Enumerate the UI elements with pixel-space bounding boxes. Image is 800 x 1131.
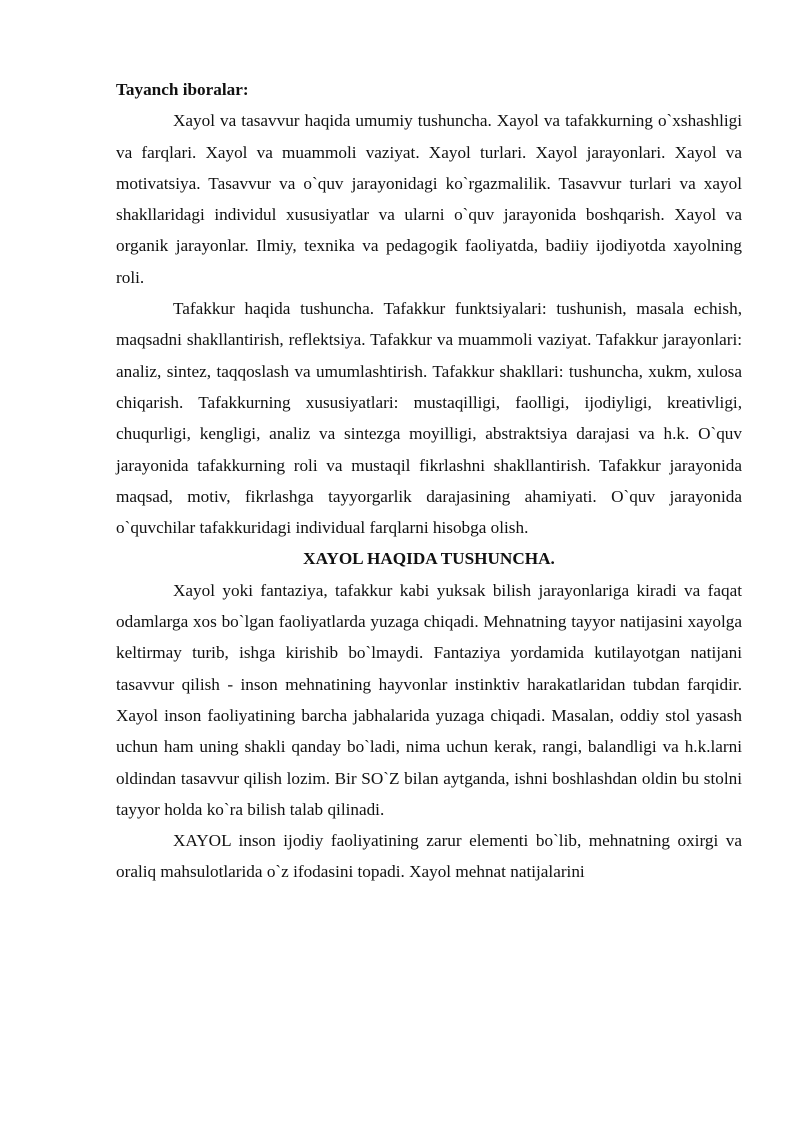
document-page [116, 74, 742, 888]
keywords-heading: Tayanch iboralar: [116, 80, 249, 99]
keywords-paragraph-imagination: Xayol va tasavvur haqida umumiy tushuncha. Xayol va tafakkurning o`xshashligi va farqlari. Xayol va muammoli vaziyat. Xayol turlari. Xayol jarayonlari. Xayol va motivatsiya. Tasavvur va o`quv jarayonidagi ko`rgazmalilik. Tasavvur turlari va xayol shakllaridagi individul xususiyatlar va ularni o`quv jarayonida boshqarish. Xayol va organik jarayonlar. Ilmiy, texnika va pedagogik faoliyatda, badiiy ijodiyotda xayolning roli. [116, 111, 742, 287]
section-paragraph: XAYOL inson ijodiy faoliyatining zarur elementi bo`lib, mehnatning oxirgi va oraliq mahsulotlarida o`z ifodasini topadi. Xayol mehnat natijalarini [116, 831, 742, 882]
section-paragraph: Xayol yoki fantaziya, tafakkur kabi yuksak bilish jarayonlariga kiradi va faqat odamlarga xos bo`lgan faoliyatlarda yuzaga chiqadi. Mehnatning tayyor natijasini xayolga keltirmay turib, ishga kirishib bo`lmaydi. Fantaziya yordamida kutilayotgan natijani tasavvur qilish - inson mehnatining hayvonlar instinktiv harakatlaridan tubdan farqidir. Xayol inson faoliyatining barcha jabhalarida yuzaga chiqadi. Masalan, oddiy stol yasash uchun ham uning shakli qanday bo`ladi, nima uchun kerak, rangi, balandligi va h.k.larni oldindan tasavvur qilish lozim. Bir SO`Z bilan aytganda, ishni boshlashdan oldin bu stolni tayyor holda ko`ra bilish talab qilinadi. [116, 580, 742, 819]
section-title: XAYOL HAQIDA TUSHUNCHA. [303, 549, 555, 569]
keywords-paragraph-thinking: Tafakkur haqida tushuncha. Tafakkur funktsiyalari: tushunish, masala echish, maqsadni shakllantirish, reflektsiya. Tafakkur va muammoli vaziyat. Tafakkur jarayonlari: analiz, sintez, taqqoslash va umumlashtirish. Tafakkur shakllari: tushuncha, xukm, xulosa chiqarish. Tafakkurning xususiyatlari: mustaqilligi, faolligi, ijodiyligi, kreativligi, chuqurligi, kengligi, analiz va sintezga moyilligi, abstraktsiya darajasi va h.k. O`quv jarayonida tafakkurning roli va mustaqil fikrlashni shakllantirish. Tafakkur jarayonida maqsad, motiv, fikrlashga tayyorgarlik darajasining ahamiyati. O`quv jarayonida o`quvchilar tafakkuridagi individual farqlarni hisobga olish. [116, 299, 742, 538]
